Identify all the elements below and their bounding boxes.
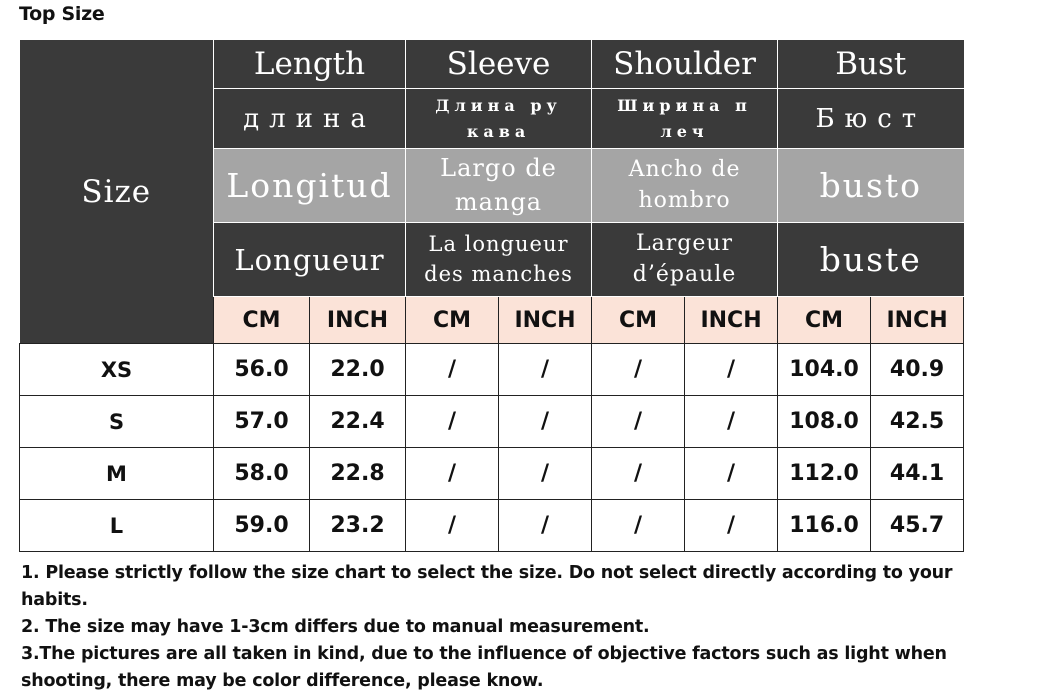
table-cell: / (592, 396, 685, 448)
table-cell: / (592, 500, 685, 552)
table-cell: 56.0 (214, 344, 310, 396)
table-cell: 22.0 (310, 344, 406, 396)
unit-cell: INCH (499, 297, 592, 344)
page-title: Top Size (19, 3, 105, 25)
sleeve-header-es: Largo de manga (406, 149, 592, 223)
unit-cell: CM (592, 297, 685, 344)
size-label: M (20, 448, 214, 500)
note-1: 1. Please strictly follow the size chart to select the size. Do not select directly according to your habits. (21, 563, 953, 610)
bust-header-en: Bust (778, 40, 964, 89)
size-chart-table (19, 40, 964, 552)
table-cell: / (499, 396, 592, 448)
table-cell: 108.0 (778, 396, 871, 448)
table-cell: 112.0 (778, 448, 871, 500)
table-cell: 40.9 (871, 344, 964, 396)
table-cell: 22.4 (310, 396, 406, 448)
header-row-english (20, 40, 964, 89)
unit-cell: CM (406, 297, 499, 344)
table-cell: / (685, 396, 778, 448)
table-cell: / (592, 448, 685, 500)
table-cell: / (406, 500, 499, 552)
table-cell: / (406, 344, 499, 396)
table-cell: / (499, 500, 592, 552)
table-row (20, 500, 964, 552)
table-cell: / (406, 396, 499, 448)
unit-cell: CM (778, 297, 871, 344)
length-header-ru: длина (214, 89, 406, 149)
size-header-cell: Size (20, 40, 214, 344)
shoulder-header-fr: Largeur d’épaule (592, 223, 778, 297)
table-cell: / (499, 448, 592, 500)
sleeve-header-en: Sleeve (406, 40, 592, 89)
table-cell: / (592, 344, 685, 396)
table-cell: / (685, 500, 778, 552)
table-cell: / (499, 344, 592, 396)
sleeve-header-ru: Длина ру кава (406, 89, 592, 149)
bust-header-fr: buste (778, 223, 964, 297)
table-cell: 57.0 (214, 396, 310, 448)
table-cell: 23.2 (310, 500, 406, 552)
table-row (20, 396, 964, 448)
table-cell: 42.5 (871, 396, 964, 448)
table-cell: 116.0 (778, 500, 871, 552)
length-header-en: Length (214, 40, 406, 89)
length-header-fr: Longueur (214, 223, 406, 297)
note-3: 3.The pictures are all taken in kind, due to the influence of objective factors such as light when shooting, there may be color difference, please know. (21, 644, 947, 691)
size-label: L (20, 500, 214, 552)
unit-cell: INCH (310, 297, 406, 344)
table-cell: 44.1 (871, 448, 964, 500)
table-row (20, 448, 964, 500)
bust-header-es: busto (778, 149, 964, 223)
unit-cell: INCH (871, 297, 964, 344)
table-cell: 59.0 (214, 500, 310, 552)
unit-cell: INCH (685, 297, 778, 344)
length-header-es: Longitud (214, 149, 406, 223)
size-label: XS (20, 344, 214, 396)
table-row (20, 344, 964, 396)
shoulder-header-en: Shoulder (592, 40, 778, 89)
bust-header-ru: Бюст (778, 89, 964, 149)
note-2: 2. The size may have 1-3cm differs due to manual measurement. (21, 617, 650, 637)
table-cell: / (406, 448, 499, 500)
size-label: S (20, 396, 214, 448)
table-cell: 58.0 (214, 448, 310, 500)
notes-section (21, 560, 981, 695)
table-cell: 104.0 (778, 344, 871, 396)
sleeve-header-fr: La longueur des manches (406, 223, 592, 297)
table-cell: / (685, 448, 778, 500)
shoulder-header-ru: Ширина п леч (592, 89, 778, 149)
table-cell: 22.8 (310, 448, 406, 500)
table-cell: 45.7 (871, 500, 964, 552)
table-cell: / (685, 344, 778, 396)
unit-cell: CM (214, 297, 310, 344)
shoulder-header-es: Ancho de hombro (592, 149, 778, 223)
